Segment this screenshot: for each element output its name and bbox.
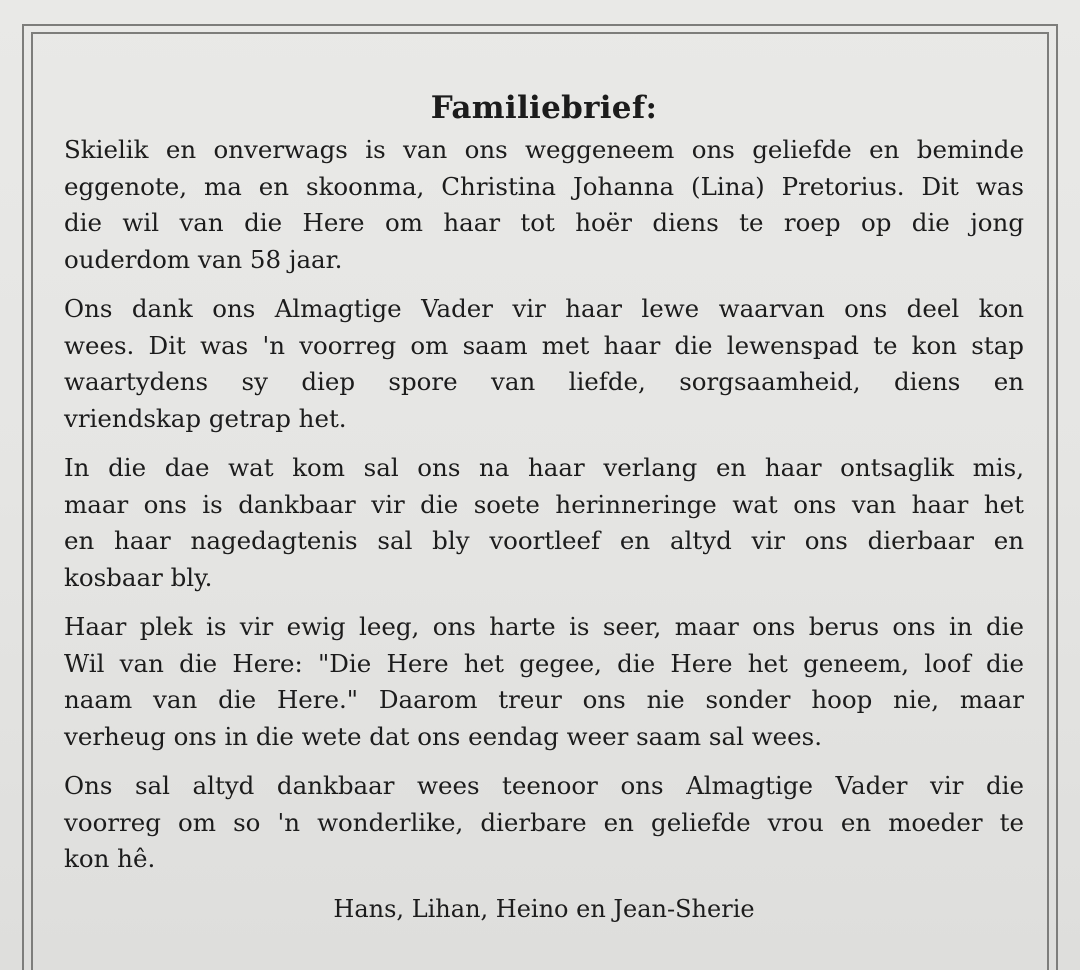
text-line: en haar nagedagtenis sal bly voortleef en altyd vir ons dierbaar en bbox=[64, 526, 1024, 555]
paragraph-3 bbox=[64, 450, 1024, 596]
text-line: verheug ons in die wete dat ons eendag weer saam sal wees. bbox=[64, 721, 823, 751]
paragraph-1 bbox=[64, 132, 1024, 278]
paragraph-4 bbox=[64, 609, 1024, 755]
letter-title: Familiebrief: bbox=[430, 90, 658, 126]
text-line: Ons sal altyd dankbaar wees teenoor ons Almagtige Vader vir die bbox=[64, 771, 1024, 800]
text-line: die wil van die Here om haar tot hoër diens te roep op die jong bbox=[64, 208, 1024, 237]
text-line: eggenote, ma en skoonma, Christina Johanna (Lina) Pretorius. Dit was bbox=[64, 171, 1024, 201]
text-line: ouderdom van 58 jaar. bbox=[64, 244, 343, 274]
text-line: Ons dank ons Almagtige Vader vir haar lewe waarvan ons deel kon bbox=[64, 294, 1024, 323]
signature-line: Hans, Lihan, Heino en Jean-Sherie bbox=[333, 894, 755, 923]
text-line: Skielik en onverwags is van ons weggeneem ons geliefde en beminde bbox=[64, 135, 1024, 164]
text-line: kon hê. bbox=[64, 844, 156, 873]
text-line: vriendskap getrap het. bbox=[64, 403, 347, 433]
text-line: In die dae wat kom sal ons na haar verlang en haar ontsaglik mis, bbox=[64, 453, 1024, 482]
letter-content bbox=[64, 88, 1024, 927]
text-line: kosbaar bly. bbox=[64, 562, 213, 592]
text-line: naam van die Here." Daarom treur ons nie sonder hoop nie, maar bbox=[64, 685, 1024, 714]
text-line: waartydens sy diep spore van liefde, sorgsaamheid, diens en bbox=[64, 367, 1024, 396]
text-line: maar ons is dankbaar vir die soete herinneringe wat ons van haar het bbox=[64, 489, 1024, 519]
paragraph-2 bbox=[64, 291, 1024, 437]
text-line: wees. Dit was 'n voorreg om saam met haar die lewenspad te kon stap bbox=[64, 330, 1024, 360]
paragraph-5 bbox=[64, 768, 1024, 878]
text-line: voorreg om so 'n wonderlike, dierbare en geliefde vrou en moeder te bbox=[64, 807, 1024, 837]
text-line: Wil van die Here: "Die Here het gegee, die Here het geneem, loof die bbox=[64, 648, 1024, 678]
text-line: Haar plek is vir ewig leeg, ons harte is seer, maar ons berus ons in die bbox=[64, 612, 1024, 641]
